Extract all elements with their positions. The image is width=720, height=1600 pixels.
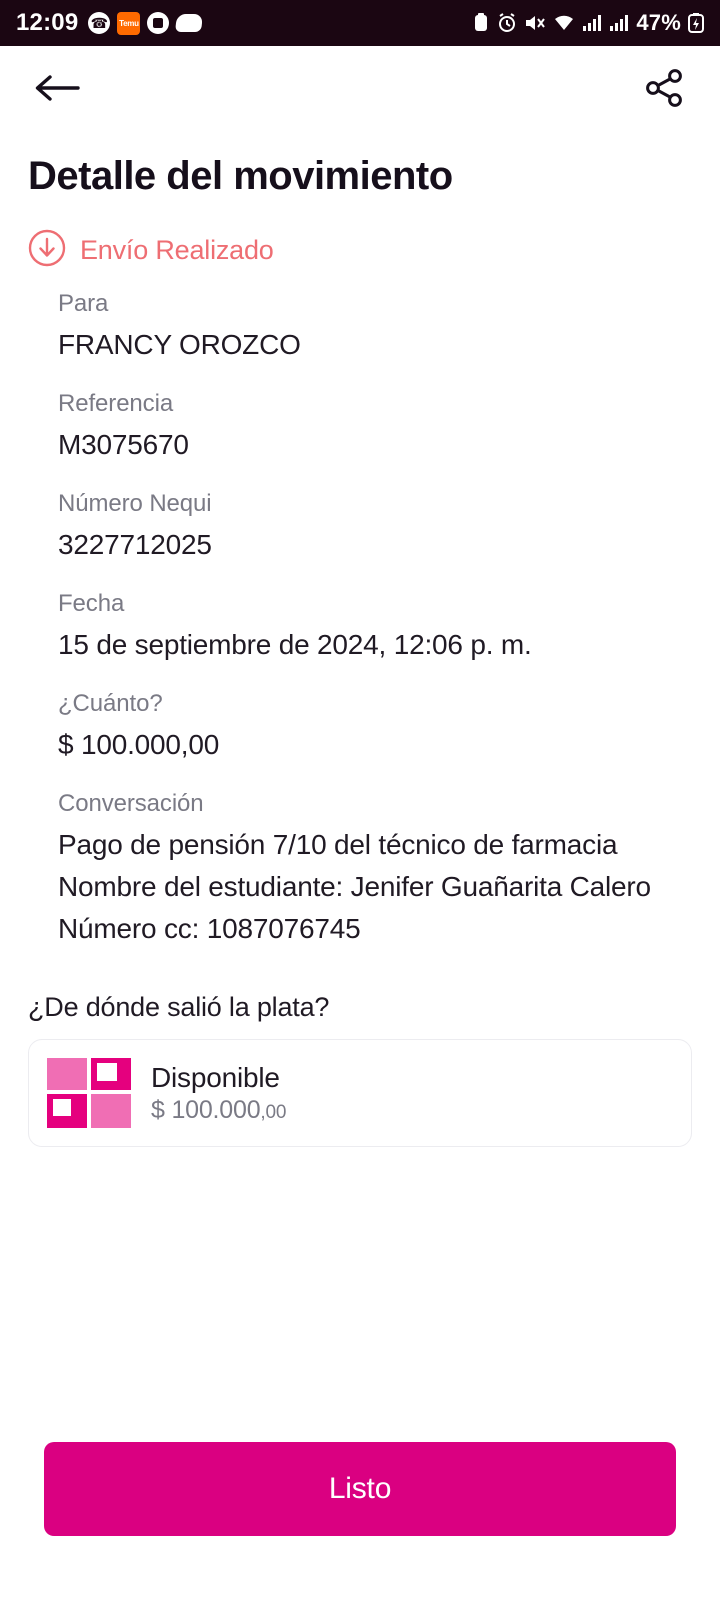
source-section-title: ¿De dónde salió la plata?: [28, 992, 330, 1022]
status-label: Envío Realizado: [80, 235, 274, 265]
back-arrow-icon: [34, 92, 80, 107]
screen-record-icon: [147, 12, 169, 34]
cloud-icon: [175, 14, 203, 32]
detail-fields: [28, 290, 692, 950]
status-bar-system-icons: [472, 10, 704, 36]
source-amount-cents: ,00: [260, 1101, 287, 1123]
field-fecha: [58, 590, 692, 666]
app-bar: [0, 46, 720, 132]
status-bar-notification-icons: [88, 12, 202, 35]
source-amount: [151, 1096, 286, 1125]
battery-percentage: 47%: [636, 10, 681, 35]
status-bar-clock: 12:09: [16, 9, 79, 36]
field-label: Conversación: [58, 790, 204, 817]
field-referencia: [58, 390, 692, 466]
field-para: [58, 290, 692, 366]
battery-icon: [688, 13, 704, 33]
field-cuanto: [58, 690, 692, 766]
alarm-icon: [497, 13, 517, 33]
back-button[interactable]: [28, 66, 86, 113]
field-value: 15 de septiembre de 2024, 12:06 p. m.: [58, 629, 532, 660]
whatsapp-icon: ☎: [88, 12, 110, 34]
temu-icon-label: Temu: [119, 18, 139, 28]
pockets-icon: [47, 1058, 131, 1128]
wifi-icon: [553, 14, 575, 32]
field-label: Para: [58, 290, 109, 317]
source-pocket-card[interactable]: [28, 1039, 692, 1147]
field-value: M3075670: [58, 429, 189, 460]
detail-content: [0, 132, 720, 1442]
field-label: ¿Cuánto?: [58, 690, 163, 717]
share-icon: [642, 98, 686, 113]
field-value: FRANCY OROZCO: [58, 329, 301, 360]
field-numero-nequi: [58, 490, 692, 566]
field-label: Fecha: [58, 590, 125, 617]
source-name: Disponible: [151, 1061, 280, 1093]
alarm-off-icon: [472, 13, 490, 33]
done-button[interactable]: Listo: [44, 1442, 676, 1536]
status-bar: [0, 0, 720, 46]
field-label: Referencia: [58, 390, 174, 417]
download-arrow-icon: [28, 229, 66, 272]
temu-icon: [117, 12, 140, 35]
field-label: Número Nequi: [58, 490, 212, 517]
status-badge: [28, 229, 692, 272]
share-button[interactable]: [636, 60, 692, 119]
footer: [0, 1442, 720, 1600]
field-value: Pago de pensión 7/10 del técnico de farmacia Nombre del estudiante: Jenifer Guañarita Calero Número cc: 1087076745: [58, 829, 651, 944]
field-conversacion: [58, 790, 692, 950]
source-amount-main: $ 100.000: [151, 1095, 261, 1124]
signal-icon: [609, 14, 629, 32]
signal-icon: [582, 14, 602, 32]
mute-icon: [524, 13, 546, 33]
source-card-texts: [151, 1062, 286, 1125]
field-value: 3227712025: [58, 529, 212, 560]
field-value: $ 100.000,00: [58, 729, 220, 760]
page-title: Detalle del movimiento: [28, 154, 453, 198]
